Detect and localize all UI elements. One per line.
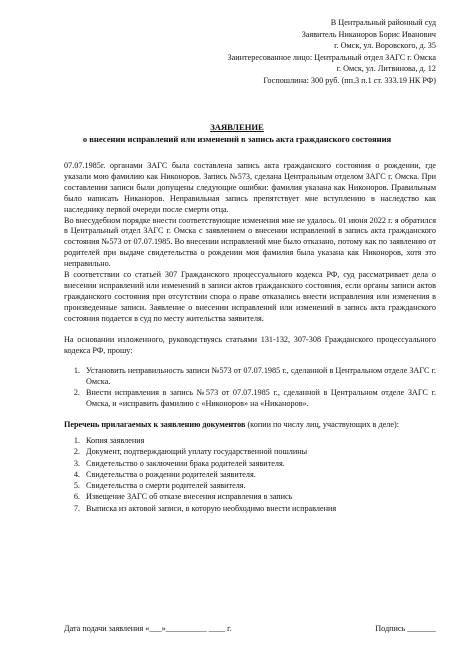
paragraph-2: Во внесудебном порядке внести соответствующие изменения мне не удалось. 01 июня 2022 г. я обратился в Центральный отдел ЗАГС г. Омска с заявлением о внесении исправлений в запись акта гражданского состояния №573 от 07.07.1985. Во внесении исправлений мне было отказано, потому как по заявлению от родителей при выдаче свидетельства о рождении моя фамилия была указана как Никоноров, хотя это неправильно.: [64, 215, 436, 269]
attachment-item: 6. Извещение ЗАГС об отказе внесения исправления в запись: [82, 491, 436, 502]
document-body: [64, 161, 436, 514]
request-item-1: 1. Установить неправильность записи №573 от 07.07.1985 г., сделанной в Центральном отделе ЗАГС г. Омска.: [82, 366, 436, 388]
addressee-block: [176, 17, 436, 87]
attachment-item: 2. Документ, подтверждающий уплату государственной пошлины: [82, 446, 436, 457]
paragraph-1: 07.07.1985г. органами ЗАГС была составлена запись акта гражданского состояния о рождении, где указали мою фамилию как Никоноров. Запись №573, сделана Центральным отделом ЗАГС г. Омска. При составлении записи были допущены следующие ошибки: фамилия указана как Никоноров. Правильным было написать Никаноров. Неправильная запись препятствует мне вступлению в наследство как наследнику первой очереди после смерти отца.: [64, 161, 436, 214]
signature-footer: [64, 623, 436, 634]
attachment-item: 5. Свидетельства о смерти родителей заявителя.: [82, 480, 436, 491]
header-applicant-address: г. Омск, ул. Воровского, д. 35: [334, 41, 436, 51]
attachment-item: 1. Копия заявления: [82, 435, 436, 446]
basis-paragraph: На основании изложенного, руководствуясь статьями 131-132, 307-308 Гражданского процессуального кодекса РФ, прошу:: [64, 334, 436, 355]
submission-date-line: Дата подачи заявления «___»__________ ____ г.: [64, 624, 232, 633]
header-court: В Центральный районный суд: [330, 18, 436, 27]
attachment-item: 7. Выписка из актовой записи, в которую необходимо внести исправления: [82, 503, 436, 514]
attachments-title: Перечень прилагаемых к заявлению документов: [64, 420, 246, 430]
header-applicant: Заявитель Никаноров Борис Иванович: [301, 29, 436, 39]
header-state-fee: Госпошлина: 300 руб. (пп.3 п.1 ст. 333.19 НК РФ): [263, 75, 436, 85]
attachments-note: (копии по числу лиц, участвующих в деле):: [245, 420, 399, 430]
signature-line: Подпись _______: [375, 624, 436, 633]
attachment-item: 3. Свидетельство о заключении брака родителей заявителя.: [82, 458, 436, 469]
request-item-2: 2. Внести исправления в запись №573 от 07.07.1985 г., сделанной в Центральном отделе ЗАГС г. Омска, и «исправить фамилию с «Никоноров» на «Никаноров».: [82, 388, 436, 410]
attachments-list: [64, 435, 436, 514]
attachment-item: 4. Свидетельства о рождении родителей заявителя.: [82, 469, 436, 480]
document-title: [38, 122, 436, 145]
paragraph-3: В соответствии со статьей 307 Гражданского процессуального кодекса РФ, суд рассматривает дела о внесении исправлений или изменений в записи актов гражданского состояния, если органы записи актов гражданского состояния при отсутствии спора о праве отказались внести исправления или изменения в произведенные записи. Заявление о внесении исправлений или изменений в запись акта гражданского состояния подается в суд по месту жительства заявителя.: [64, 270, 436, 323]
header-interested-party: Заинтересованное лицо: Центральный отдел ЗАГС г. Омска: [227, 52, 436, 62]
title-subtitle: о внесении исправлений или изменений в запись акта гражданского состояния: [82, 133, 392, 144]
attachments-heading: [64, 420, 436, 431]
requests-list: [64, 366, 436, 410]
header-interested-party-address: г. Омск, ул. Литвинова, д. 12: [336, 64, 436, 74]
title-main: ЗАЯВЛЕНИЕ: [210, 122, 264, 132]
